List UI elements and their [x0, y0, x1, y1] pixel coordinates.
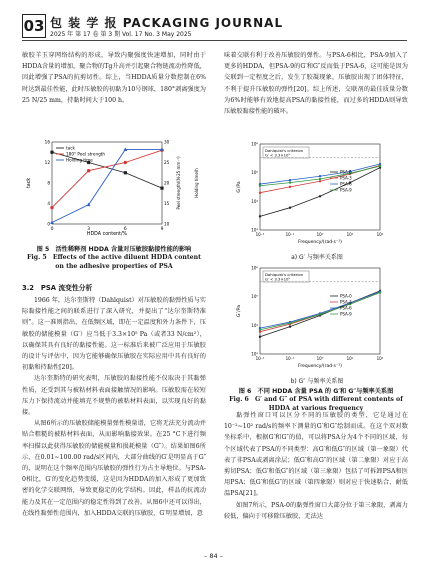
fig5-legend-label: Holding time	[66, 157, 93, 163]
fig6-point	[289, 325, 291, 327]
figure-6b-subcaption: b) G″ 与频率关系图	[290, 378, 344, 385]
fig6-series-line	[260, 168, 380, 217]
figure-6-caption	[224, 383, 408, 413]
fig6-point	[259, 329, 261, 331]
figure-5-caption	[22, 241, 206, 271]
left-intro-paragraph: 敏胶羊玉穿网络结构的形成，导致内聚强度快速增加，同时由于HDDA含量的增加，聚合物的Tg升高并引起聚合物链流动性降低，因此增强了PSA的抗剪切性。综上，当HDDA质量分数控制在6%时达到最佳性能，此时压敏胶的初黏为10号钢球，180°剥离强度为25 N/25 mm，持黏时间大于100 h。	[22, 52, 206, 104]
fig5-caption-cn: 图 5 活性稀释剂 HDDA 含量对压敏胶黏接性能的影响	[36, 246, 192, 253]
fig6-legend-label: PSA-6	[340, 181, 352, 187]
fig5-y2-tick: 10	[164, 221, 170, 227]
section-3-2	[22, 276, 206, 519]
fig5-point	[50, 206, 53, 209]
fig6-point	[379, 165, 381, 167]
fig5-xlabel: HDDA content/%	[86, 232, 128, 237]
figure-5	[22, 138, 206, 238]
fig6-y-tick: 10⁶	[251, 141, 258, 147]
fig6-series-line	[260, 292, 380, 328]
fig6-y-tick: 10⁴	[251, 322, 258, 328]
right-column-bottom	[224, 410, 408, 522]
fig6-point	[379, 291, 381, 293]
fig6-ylabel: G′/Pa	[237, 181, 242, 193]
fig6-x-tick: 10²	[376, 356, 384, 361]
fig6-x-tick: 10⁰	[316, 232, 324, 237]
fig6-point	[259, 185, 261, 187]
fig5-y-tick: 0	[47, 221, 50, 227]
fig6-criterion-label: Dahlquist's criterion	[265, 148, 304, 153]
fig6-y-tick: 10³	[251, 351, 258, 357]
fig6-y-tick: 10⁵	[251, 170, 258, 176]
fig6-xlabel: Frequency/(rad·s⁻¹)	[298, 364, 342, 369]
fig5-ylabel-right1: Peel strength/(N·25 mm⁻¹)	[176, 156, 181, 210]
figure-6b	[232, 262, 402, 385]
fig5-y2-tick: 15	[164, 201, 170, 206]
fig6-legend-label: PSA-9	[340, 187, 352, 193]
fig6-legend-label: PSA-3	[340, 175, 352, 181]
fig6-point	[319, 313, 321, 315]
section-3-2-para-1: 1966 年，达尔奎斯特（Dahlquist）对压敏胶的黏弹性质与实际黏接性能之间的联系进行了深入研究，并提出了“达尔奎斯特准则”。这一准则指出，在低频区域，即在一定温度和外力条件下，压敏胶的储能模量（G′）应当低于3.3×10⁵ Pa（或者33 N/cm²），以确保其具有良好的黏接性能。这一标准后来被广泛应用于压敏胶的设计与评估中，因为它能够确保压敏胶在实际应用中具有良好的初黏和持黏性[20]。	[22, 297, 206, 372]
right-intro-paragraph: 味着交联有利于改善压敏胶的弹性。与PSA-6相比，PSA-9加入了更多的HDDA，但PSA-9的G′和G″反而低于PSA-6，这可能是因为交联到一定程度之后，发生了胶凝现象，压敏胶出现了团体特征，不利于提升压敏胶的弹性[20]。综上所述，交联剂的最佳质量分数为6%时能够有效地提高PSA的黏接性能，而过多的HDDA则导致压敏胶黏接性能的破坏。	[224, 52, 408, 116]
section-3-2-para-3: 从图6所示的压敏胶储能模量弹性模量谱，它将无法充分流动并贴合粗糙的被粘材料表面，从而影响黏接效果。在25 °C下进行频率扫描以此获得压敏胶的储能模量和损耗模量（G″）。结果如图6所示，在0.01~100.00 rad/s区间内，大部分曲线的G′是明显高于G″的，说明在这个频率范围内压敏胶的弹性行为占主导地位。与PSA-0相比，G′的变化趋势变缓，这是因为HDDA的加入形成了更加致密的化学交联网络，导致更稳定的化学结构。因此，样品的抗流动能力及其在一定范围内的稳定性得到了改善。从图6中还可以得出，在线性黏弹性范围内，加入HDDA交联的压敏胶，G′明显增加，意	[22, 420, 206, 517]
fig5-point	[124, 171, 127, 174]
fig6-x-tick: 10⁻²	[255, 356, 265, 361]
right-column-top	[224, 50, 408, 117]
fig6-legend-label: PSA-0	[340, 293, 352, 299]
fig5-point	[124, 161, 127, 164]
fig5-x-tick: 0	[50, 227, 54, 232]
fig6-x-tick: 10⁻¹	[285, 232, 295, 237]
fig6-y-tick: 10⁵	[251, 294, 258, 300]
fig5-y-tick: 8	[47, 180, 50, 186]
fig5-y2-tick: 25	[164, 160, 170, 165]
fig6-x-tick: 10⁻¹	[285, 356, 295, 361]
left-column-top	[22, 50, 206, 106]
fig6-point	[289, 206, 291, 208]
fig5-ylabel-right2: Holding time/h	[194, 168, 199, 198]
fig6-y-tick: 10⁴	[251, 198, 258, 204]
fig5-x-tick: 6	[123, 227, 127, 232]
fig6-criterion-label: Dahlquist's criterion	[265, 272, 304, 277]
fig6-point	[289, 322, 291, 324]
fig6-legend-label: PSA-6	[340, 305, 352, 311]
section-3-2-para-2: 达尔奎斯特的研究表明，压敏胶的黏接性能不仅取决于其黏弹性质，还受到其与被粘材料表面接触情况的影响。压敏胶需在较短压力下保持流动并能填充不规整的被粘材料表面，以实现良好的黏接。	[22, 375, 206, 417]
journal-title: 包 装 学 报 PACKAGING JOURNAL	[50, 16, 284, 30]
page-number: – 84 –	[204, 552, 223, 560]
fig6-x-tick: 10²	[376, 232, 384, 237]
fig5-y-tick: 12	[44, 160, 50, 165]
fig6-caption-en: Fig. 6 G′ and G″ of PSA with different contents of HDDA at various frequency	[229, 396, 403, 412]
fig6-ylabel: G″/Pa	[237, 305, 242, 317]
fig6-legend-label: PSA-9	[340, 311, 352, 317]
fig5-y-tick: 4	[47, 201, 50, 206]
fig6-point	[319, 178, 321, 180]
fig6-x-tick: 10⁰	[316, 356, 324, 361]
fig6-criterion-value: G′ < 3.3×10⁵	[265, 152, 290, 158]
figure-6a-chart	[232, 138, 402, 248]
fig5-y2-tick: 20	[164, 180, 170, 186]
figure-6b-chart	[232, 262, 402, 372]
fig6-legend-label: PSA-3	[340, 299, 352, 305]
fig6-point	[319, 195, 321, 197]
header-divider	[22, 40, 407, 41]
fig5-ylabel-left: tack	[27, 177, 32, 189]
fig5-legend-label: 180° Peel strength	[66, 151, 106, 157]
fig5-point	[87, 169, 90, 172]
right-bottom-para-1: 黏弹性窗口可以区分不同的压敏胶的类型，它是通过在10⁻²~10² rad/s的频率下测量的G′和G″绘制而成。在这个双对数坐标系中，根据G′和G″的值，可以将PSA分为4个不同的区域，每个区域代表了PSA的不同类型：高G′和低G″的区域（第一象限）代表了非PSA或剥离涂层；低G′和高G″的区域（第二象限）对应于高剪切PSA；低G′和低G″的区域（第三象限）包括了可拆卸PSA和医用PSA；低G′和低G″的区域（第四象限）则对应于快速粘合、耐低温PSA[21]。	[224, 412, 408, 498]
fig5-point	[50, 151, 53, 154]
fig6-x-tick: 10¹	[346, 356, 354, 361]
fig6-legend-label: PSA-0	[340, 169, 352, 175]
figure-6a	[232, 138, 402, 261]
figure-5-chart	[22, 138, 206, 238]
fig6-x-tick: 10¹	[346, 232, 354, 237]
fig5-point	[160, 187, 163, 190]
section-3-2-title: 3.2 PSA 流变性分析	[22, 284, 93, 292]
fig5-x-tick: 3	[87, 227, 91, 232]
fig6-x-tick: 10⁻²	[255, 232, 265, 237]
right-bottom-para-2: 如图7所示，PSA-0的黏弹性窗口大部分位于第三象限，剥离力较低，偏向于可移除压敏胶，无法达	[224, 501, 408, 520]
fig5-y2-tick: 30	[164, 139, 170, 145]
fig6-criterion-value: G′ < 3.3×10⁵	[265, 276, 290, 282]
fig6-y-tick: 10³	[251, 227, 258, 233]
issue-number-glyph: 03	[22, 14, 46, 38]
fig5-x-tick: 9	[160, 227, 164, 232]
fig6-point	[319, 175, 321, 177]
fig6-point	[259, 192, 261, 194]
fig6-point	[289, 179, 291, 181]
fig6-point	[289, 181, 291, 183]
fig6-point	[259, 215, 261, 217]
fig6-point	[259, 336, 261, 338]
fig6-caption-cn: 图 6 不同 HDDA 含量 PSA 的 G′和 G″与频率关系图	[238, 388, 394, 395]
journal-volume-info: 2025 年 第 17 卷 第 3 期 Vol. 17 No. 3 May 2025	[50, 31, 192, 38]
fig5-caption-en: Fig. 5 Effects of the active diluent HDDA content on the adhesive properties of PSA	[27, 254, 201, 270]
fig5-y-tick: 16	[44, 139, 50, 145]
fig6-xlabel: Frequency/(rad·s⁻¹)	[298, 240, 342, 245]
fig5-legend-label: tack	[66, 145, 75, 151]
fig6-point	[319, 180, 321, 182]
figure-6a-subcaption: a) G′ 与频率关系图	[291, 254, 343, 261]
fig6-point	[289, 186, 291, 188]
fig6-y-tick: 10⁶	[251, 265, 258, 271]
